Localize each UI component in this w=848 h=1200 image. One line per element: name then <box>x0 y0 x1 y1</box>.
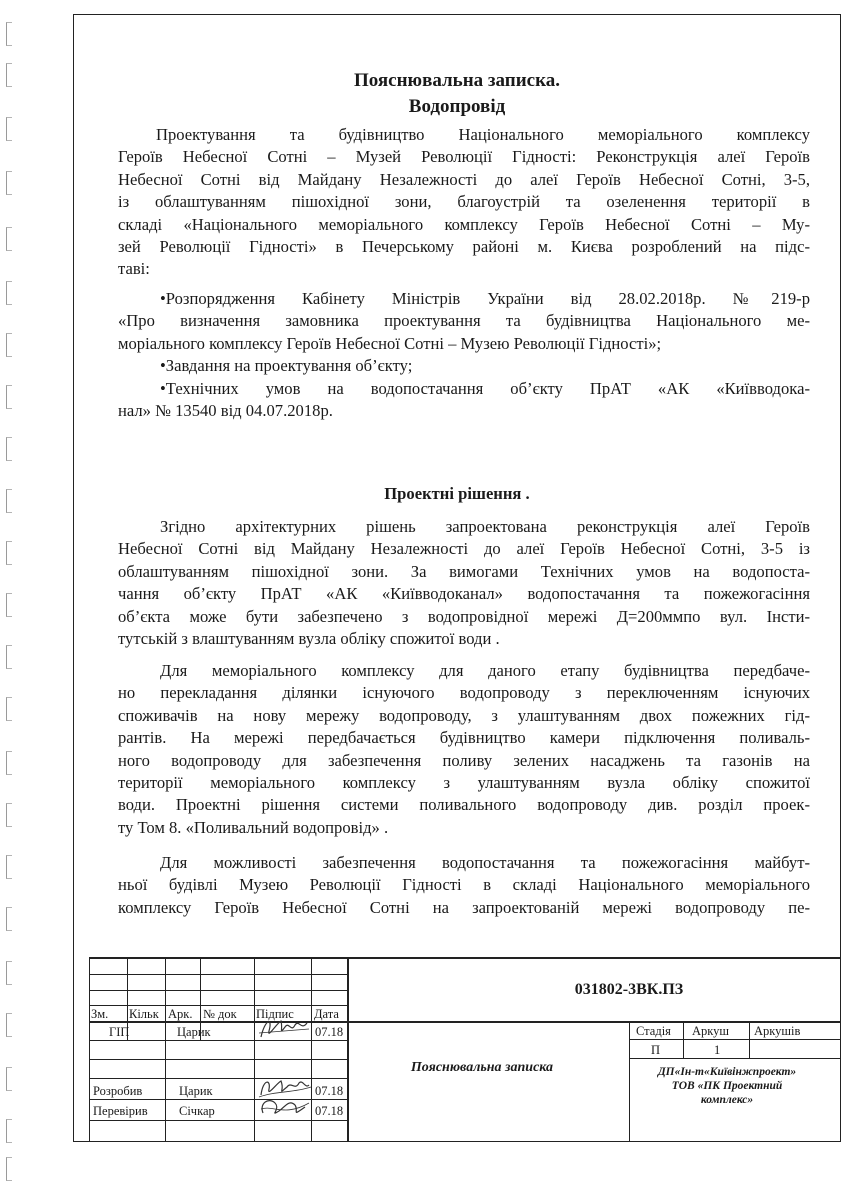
binding-mark <box>6 645 12 669</box>
document-code: 031802-3ВК.ПЗ <box>574 981 684 998</box>
text-line: Для можливості забезпечення водопостачання та пожежогасіння майбут- <box>160 853 810 872</box>
binding-mark <box>6 697 12 721</box>
list-item: •Розпорядження Кабінету Міністрів України від 28.02.2018р. №219-р <box>160 289 810 308</box>
list-item: •Завдання на проектування об’єкту; <box>160 356 413 376</box>
binding-mark <box>6 1067 12 1091</box>
list-item: •Технічних умов на водопостачання об’єкту ПрАТ «АК «Київводока- <box>160 378 810 398</box>
paragraph <box>118 660 810 839</box>
text-line: території меморіального комплексу з улаштуванням вузла обліку спожитої <box>118 773 810 793</box>
text-line: таві: <box>118 259 150 279</box>
binding-mark <box>6 117 12 141</box>
checker-role: Перевірив <box>93 1104 148 1118</box>
text-line: ньої будівлі Музею Революції Гідності в складі Національного меморіального <box>118 875 810 895</box>
grid-line <box>89 1059 347 1060</box>
binding-mark <box>6 855 12 879</box>
developer-date: 07.18 <box>315 1084 344 1098</box>
text-line: Небесної Сотні від Майдану Незалежності до алеї Героїв Небесної Сотні, 3-5 із <box>118 539 810 559</box>
text-line: чання об’єкту ПрАТ «АК «Київводоканал» водопостачання та пожежогасіння <box>118 584 810 604</box>
text-line: моріального комплексу Героїв Небесної Сотні – Музею Революції Гідності»; <box>118 333 662 353</box>
binding-mark <box>6 961 12 985</box>
col-header: Підпис <box>256 1007 294 1021</box>
text-line: рантів. На мережі передбачається будівництво камери підключення поливаль- <box>118 728 810 748</box>
binding-mark <box>6 489 12 513</box>
binding-mark <box>6 803 12 827</box>
sheet-value: 1 <box>714 1043 721 1057</box>
text-line: Небесної Сотні від Майдану Незалежності до алеї Героїв Небесної Сотні, 3-5, <box>118 169 810 189</box>
binding-mark <box>6 1157 12 1181</box>
text-line: води. Проектні рішення системи поливального водопроводу див. розділ проек- <box>118 795 810 815</box>
binding-mark <box>6 1119 12 1143</box>
developer-role: Розробив <box>93 1084 143 1098</box>
sheet-label: Аркуш <box>692 1024 730 1038</box>
text-line: Проектування та будівництво Національного меморіального комплексу <box>156 125 810 144</box>
text-line: но перекладання ділянки існуючого водопроводу з переключенням існуючих <box>118 683 810 703</box>
document-name: Пояснювальна записка <box>410 1060 554 1075</box>
title-block-border <box>89 957 841 959</box>
binding-mark <box>6 22 12 46</box>
text-line: споживачів на нову мережу водопроводу, з улаштуванням двох пожежних гід- <box>118 705 810 725</box>
developer-name: Царик <box>179 1084 213 1098</box>
organization-line: ДП«Ін-т«Київінжпроект» <box>657 1066 797 1078</box>
binding-mark <box>6 63 12 87</box>
text-line: із облаштуванням пішохідної зони, благоустрій та озеленення території в <box>118 192 810 212</box>
text-line: ного водопроводу для забезпечення поливу зелених насаджень та газонів на <box>118 750 810 770</box>
col-header: Зм. <box>91 1007 109 1021</box>
grid-line <box>629 1039 841 1040</box>
basis-list <box>118 288 810 422</box>
gip-name: Царик <box>177 1025 211 1039</box>
grid-line <box>89 957 90 1142</box>
document-title: Пояснювальна записка. <box>353 70 561 91</box>
text-line: Героїв Небесної Сотні – Музей Революції Гідності: Реконструкція алеї Героїв <box>118 147 810 167</box>
binding-mark <box>6 1013 12 1037</box>
document-subtitle: Водопровід <box>408 96 506 117</box>
text-line: облаштуванням пішохідної зони. За вимогами Технічних умов на водопоста- <box>118 561 810 581</box>
signature-checker <box>255 1095 313 1121</box>
text-line: нал» № 13540 від 04.07.2018р. <box>118 401 333 421</box>
sheets-label: Аркушів <box>754 1024 801 1038</box>
organization-line: ТОВ «ПК Проектний <box>671 1080 783 1092</box>
text-line: «Про визначення замовника проектування та будівництва Національного ме- <box>118 311 810 331</box>
text-line: Для меморіального комплексу для даного етапу будівництва передбаче- <box>160 661 810 680</box>
grid-line <box>683 1021 684 1058</box>
title-block <box>89 957 841 1142</box>
col-header: Дата <box>314 1007 339 1021</box>
section-heading: Проектні рішення . <box>384 484 530 503</box>
stage-label: Стадія <box>636 1024 671 1038</box>
grid-line <box>165 957 166 1142</box>
paragraph <box>118 516 810 650</box>
text-line: ту Том 8. «Поливальний водопровід» . <box>118 817 389 837</box>
grid-line <box>749 1021 750 1058</box>
binding-mark <box>6 333 12 357</box>
binding-mark <box>6 541 12 565</box>
binding-mark <box>6 751 12 775</box>
stage-value: П <box>651 1043 661 1057</box>
binding-mark <box>6 171 12 195</box>
text-line: Згідно архітектурних рішень запроектована реконструкція алеї Героїв <box>160 517 810 536</box>
binding-mark <box>6 281 12 305</box>
text-line: об’єкта може бути забезпечено з водопровідної мережі Д=200ммпо вул. Інсти- <box>118 606 810 626</box>
binding-mark <box>6 437 12 461</box>
col-header: № док <box>203 1007 237 1021</box>
organization-line: комплекс» <box>700 1094 754 1106</box>
text-line: складі «Національного меморіального комплексу Героїв Небесної Сотні – Му- <box>118 214 810 234</box>
gip-date: 07.18 <box>315 1025 344 1039</box>
text-line: зей Революції Гідності» в Печерському районі м. Києва розроблений на підс- <box>118 237 810 257</box>
checker-date: 07.18 <box>315 1104 344 1118</box>
binding-mark <box>6 227 12 251</box>
grid-line <box>347 957 349 1142</box>
binding-mark <box>6 907 12 931</box>
binding-mark <box>6 385 12 409</box>
binding-mark <box>6 593 12 617</box>
col-header: Арк. <box>168 1007 193 1021</box>
signature-gip <box>255 1015 313 1043</box>
gip-role: ГІП <box>109 1025 130 1039</box>
col-header: Кільк <box>129 1007 159 1021</box>
checker-name: Січкар <box>179 1104 215 1118</box>
grid-line <box>89 1021 841 1023</box>
grid-line <box>629 1058 841 1059</box>
grid-line <box>840 957 841 1142</box>
organization <box>609 1065 845 1107</box>
paragraph <box>118 852 810 919</box>
intro-paragraph <box>118 124 810 281</box>
text-line: тутській з влаштуванням вузла обліку спожитої води . <box>118 629 500 649</box>
text-line: комплексу Героїв Небесної Сотні на запроектованій мережі водопроводу пе- <box>118 897 810 917</box>
